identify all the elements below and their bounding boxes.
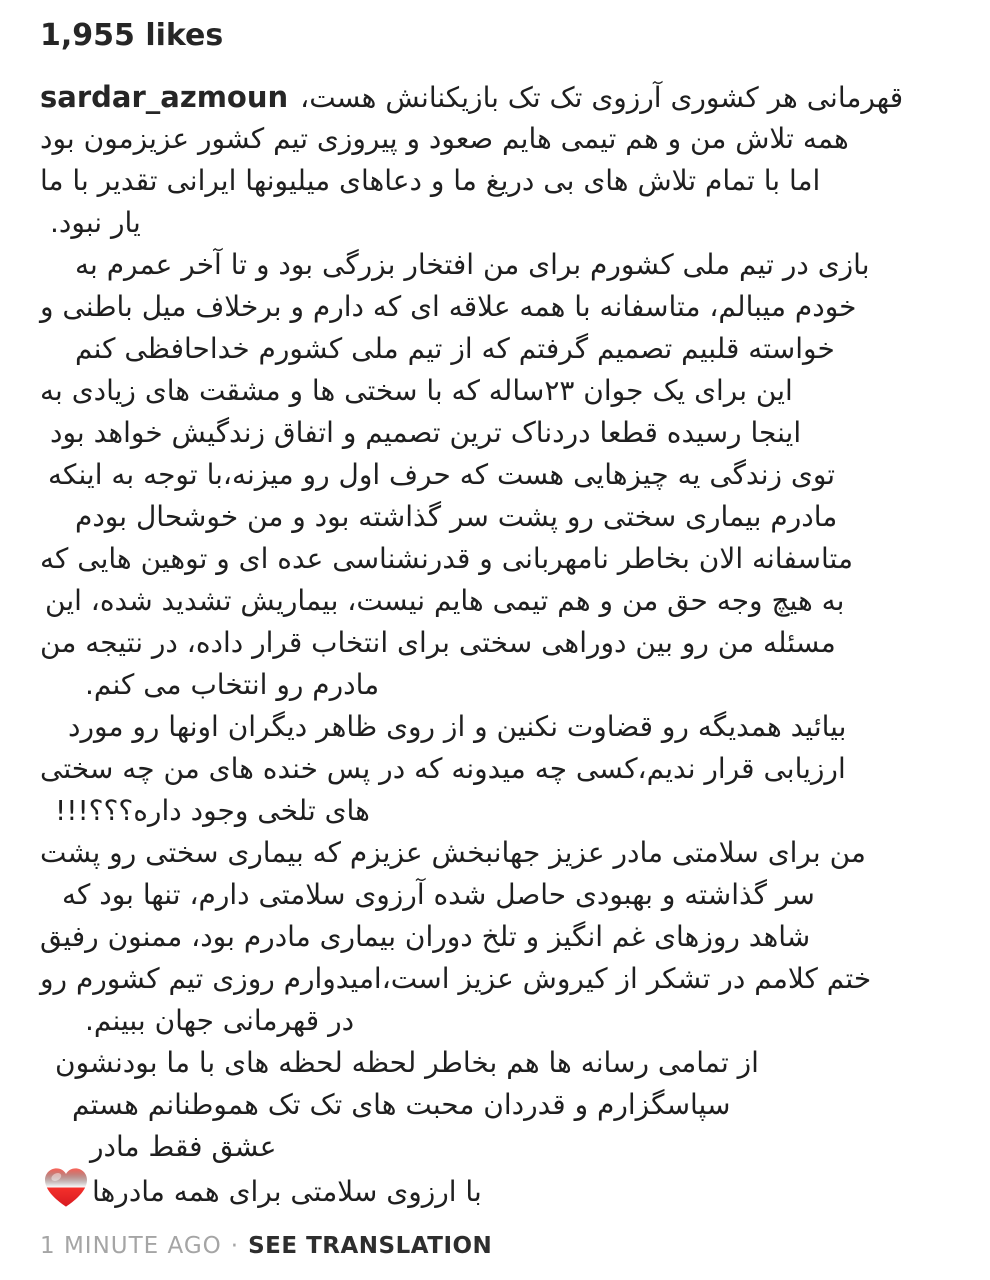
caption-line: مادرم بیماری سختی رو پشت سر گذاشته بود و من خوشحال بودم (75, 500, 838, 533)
see-translation-link[interactable]: SEE TRANSLATION (248, 1233, 493, 1259)
red-heart-emoji (45, 1168, 87, 1213)
caption-line: های تلخی وجود داره؟؟؟!!! (55, 794, 370, 827)
caption-line: متاسفانه الان بخاطر نامهربانی و قدرنشناسی عده ای و توهین هایی که (40, 542, 853, 575)
caption-line: از تمامی رسانه ها هم بخاطر لحظه لحظه های با ما بودنشون (55, 1046, 759, 1079)
timestamp: 1 MINUTE AGO (40, 1233, 222, 1259)
caption-line (40, 1168, 954, 1210)
caption-line: اینجا رسیده قطعا دردناک ترین تصمیم و اتفاق زندگیش خواهد بود (50, 416, 802, 449)
caption-line: بیائید همدیگه رو قضاوت نکنین و از روی ظاهر دیگران اونها رو مورد (68, 710, 847, 743)
caption-line: ختم کلامم در تشکر از کیروش عزیز است،امیدوارم روزی تیم کشورم رو (40, 962, 872, 995)
caption-line: مادرم رو انتخاب می کنم. (85, 668, 380, 701)
caption-line: در قهرمانی جهان ببینم. (85, 1004, 355, 1037)
caption-line: شاهد روزهای غم انگیز و تلخ دوران بیماری مادرم بود، ممنون رفیق (40, 920, 811, 953)
caption-line (40, 76, 954, 118)
caption-line: توی زندگی یه چیزهایی هست که حرف اول رو میزنه،با توجه به اینکه (48, 458, 836, 491)
separator-dot: · (230, 1233, 240, 1259)
post-meta (40, 1232, 954, 1260)
caption-line: سر گذاشته و بهبودی حاصل شده آرزوی سلامتی دارم، تنها بود که (62, 878, 815, 911)
caption (40, 76, 954, 1210)
caption-line: خواسته قلبیم تصمیم گرفتم که از تیم ملی کشورم خداحافظی کنم (75, 332, 835, 365)
caption-line: این برای یک جوان ۲۳ساله که با سختی ها و مشقت های زیادی به (40, 374, 793, 407)
caption-text: با ارزوی سلامتی برای همه مادرها (92, 1175, 482, 1208)
caption-line: خودم میبالم، متاسفانه با همه علاقه ای که دارم و برخلاف میل باطنی و (40, 290, 857, 323)
caption-line: ارزیابی قرار ندیم،کسی چه میدونه که در پس خنده های من چه سختی (40, 752, 846, 785)
caption-text: قهرمانی هر کشوری آرزوی تک تک بازیکنانش هست، (300, 81, 904, 114)
username-link[interactable]: sardar_azmoun (40, 80, 289, 114)
caption-line: بازی در تیم ملی کشورم برای من افتخار بزرگی بود و تا آخر عمرم به (75, 248, 870, 281)
likes-count[interactable]: 1,955 likes (40, 18, 224, 53)
caption-line: اما با تمام تلاش های بی دریغ ما و دعاهای میلیونها ایرانی تقدیر با ما (40, 164, 821, 197)
caption-line: عشق فقط مادر (90, 1130, 277, 1163)
caption-line: سپاسگزارم و قدردان محبت های تک تک هموطنانم هستم (72, 1088, 731, 1121)
caption-line: یار نبود. (50, 206, 141, 239)
caption-line: همه تلاش من و هم تیمی هایم صعود و پیروزی تیم کشور عزیزمون بود (40, 122, 849, 155)
caption-line: به هیچ وجه حق من و هم تیمی هایم نیست، بیماریش تشدید شده، این (45, 584, 845, 617)
caption-line: من برای سلامتی مادر عزیز جهانبخش عزیزم که بیماری سختی رو پشت (40, 836, 866, 869)
caption-line: مسئله من رو بین دوراهی سختی برای انتخاب قرار داده، در نتیجه من (40, 626, 836, 659)
